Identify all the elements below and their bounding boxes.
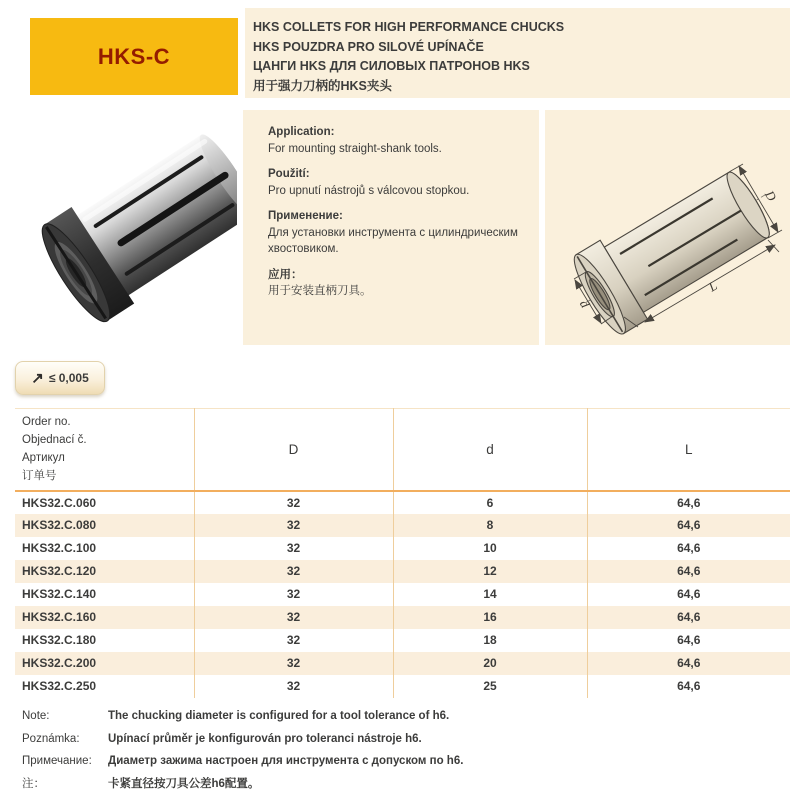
technical-drawing	[545, 110, 790, 345]
application-text-zh: 用于安装直柄刀具。	[268, 285, 372, 297]
table-row	[15, 537, 790, 560]
length-cell: 64,6	[587, 652, 790, 675]
note-label-en: Note:	[22, 710, 50, 723]
title-en: HKS COLLETS FOR HIGH PERFORMANCE CHUCKS	[253, 20, 565, 34]
column-header-d: d	[393, 409, 587, 491]
d-minor-cell: 12	[393, 560, 587, 583]
application-box	[243, 110, 539, 345]
product-photo	[15, 105, 237, 345]
d-major-cell: 32	[194, 606, 393, 629]
d-major-cell: 32	[194, 537, 393, 560]
collet-dimension-drawing	[545, 110, 790, 345]
dim-label-L: L	[705, 277, 720, 295]
d-minor-cell: 20	[393, 652, 587, 675]
d-major-cell: 32	[194, 652, 393, 675]
application-label-zh: 应用：	[268, 268, 303, 281]
order-no-cell: HKS32.C.180	[22, 633, 97, 647]
table-row	[15, 606, 790, 629]
order-no-header	[15, 409, 194, 491]
title-zh: 用于强力刀柄的HKS夹头	[253, 78, 392, 93]
d-minor-cell: 6	[393, 491, 587, 514]
order-no-cell: HKS32.C.200	[22, 656, 97, 670]
application-section-ru	[268, 208, 527, 258]
note-label-ru: Примечание:	[22, 754, 92, 767]
specs-table-header-row	[15, 409, 790, 491]
length-cell: 64,6	[587, 560, 790, 583]
application-label-ru: Применение:	[268, 210, 343, 222]
collet-photo-illustration	[15, 105, 237, 345]
order-no-cell: HKS32.C.250	[22, 679, 97, 693]
order-no-header-en: Order no.	[22, 416, 71, 429]
title-cs: HKS POUZDRA PRO SILOVÉ UPÍNAČE	[253, 39, 484, 54]
note-text-zh: 卡紧直径按刀具公差h6配置。	[108, 778, 260, 791]
length-cell: 64,6	[587, 583, 790, 606]
order-no-cell: HKS32.C.100	[22, 541, 97, 555]
runout-arrow-icon: ↗	[31, 370, 44, 387]
d-major-cell: 32	[194, 514, 393, 537]
note-row-cs	[15, 727, 790, 749]
d-major-cell: 32	[194, 583, 393, 606]
table-row	[15, 560, 790, 583]
length-cell: 64,6	[587, 537, 790, 560]
note-label-zh: 注：	[22, 778, 45, 791]
application-section-en	[268, 124, 527, 157]
order-no-cell: HKS32.C.160	[22, 610, 97, 624]
title-ru: ЦАНГИ HKS ДЛЯ СИЛОВЫХ ПАТРОНОВ HKS	[253, 59, 530, 73]
application-label-cs: Použití:	[268, 168, 310, 180]
table-row	[15, 675, 790, 698]
order-no-header-ru: Артикул	[22, 452, 65, 465]
order-no-cell: HKS32.C.060	[22, 495, 97, 510]
specs-table-wrap	[15, 408, 790, 698]
note-row-ru	[15, 750, 790, 772]
note-row-zh	[15, 772, 790, 794]
table-row	[15, 583, 790, 606]
application-label-en: Application:	[268, 126, 335, 138]
order-no-cell: HKS32.C.120	[22, 564, 97, 578]
order-no-header-cs: Objednací č.	[22, 434, 87, 447]
d-major-cell: 32	[194, 675, 393, 698]
runout-badge	[15, 361, 105, 395]
application-section-zh	[268, 267, 527, 300]
application-section-cs	[268, 166, 527, 199]
d-major-cell: 32	[194, 560, 393, 583]
note-text-cs: Upínací průměr je konfigurován pro toleranci nástroje h6.	[108, 732, 422, 745]
order-no-cell: HKS32.C.140	[22, 587, 97, 601]
length-cell: 64,6	[587, 675, 790, 698]
specs-table	[15, 408, 790, 698]
d-major-cell: 32	[194, 491, 393, 514]
runout-value: ≤ 0,005	[48, 371, 89, 385]
length-cell: 64,6	[587, 606, 790, 629]
table-row	[15, 491, 790, 514]
application-text-en: For mounting straight-shank tools.	[268, 142, 442, 155]
application-text-cs: Pro upnutí nástrojů s válcovou stopkou.	[268, 184, 470, 197]
order-no-cell: HKS32.C.080	[22, 518, 97, 532]
length-cell: 64,6	[587, 514, 790, 537]
length-cell: 64,6	[587, 629, 790, 652]
order-no-header-zh: 订单号	[22, 470, 57, 483]
table-row	[15, 629, 790, 652]
note-row-en	[15, 705, 790, 727]
length-cell: 64,6	[587, 491, 790, 514]
table-row	[15, 514, 790, 537]
note-text-ru: Диаметр зажима настроен для инструмента с допуском по h6.	[108, 754, 464, 767]
column-header-L: L	[587, 409, 790, 491]
d-minor-cell: 16	[393, 606, 587, 629]
footer-notes	[15, 705, 790, 795]
application-text-ru: Для установки инструмента с цилиндрическим хвостовиком.	[268, 226, 518, 255]
d-minor-cell: 10	[393, 537, 587, 560]
title-box	[245, 8, 790, 98]
product-code: HKS-C	[97, 43, 171, 69]
table-row	[15, 652, 790, 675]
column-header-D: D	[194, 409, 393, 491]
d-minor-cell: 8	[393, 514, 587, 537]
dim-label-D: D	[762, 187, 780, 204]
note-text-en: The chucking diameter is configured for a tool tolerance of h6.	[108, 710, 450, 723]
product-code-badge	[30, 18, 238, 95]
note-label-cs: Poznámka:	[22, 732, 80, 745]
d-major-cell: 32	[194, 629, 393, 652]
d-minor-cell: 14	[393, 583, 587, 606]
d-minor-cell: 18	[393, 629, 587, 652]
d-minor-cell: 25	[393, 675, 587, 698]
dim-label-d: d	[576, 297, 593, 311]
